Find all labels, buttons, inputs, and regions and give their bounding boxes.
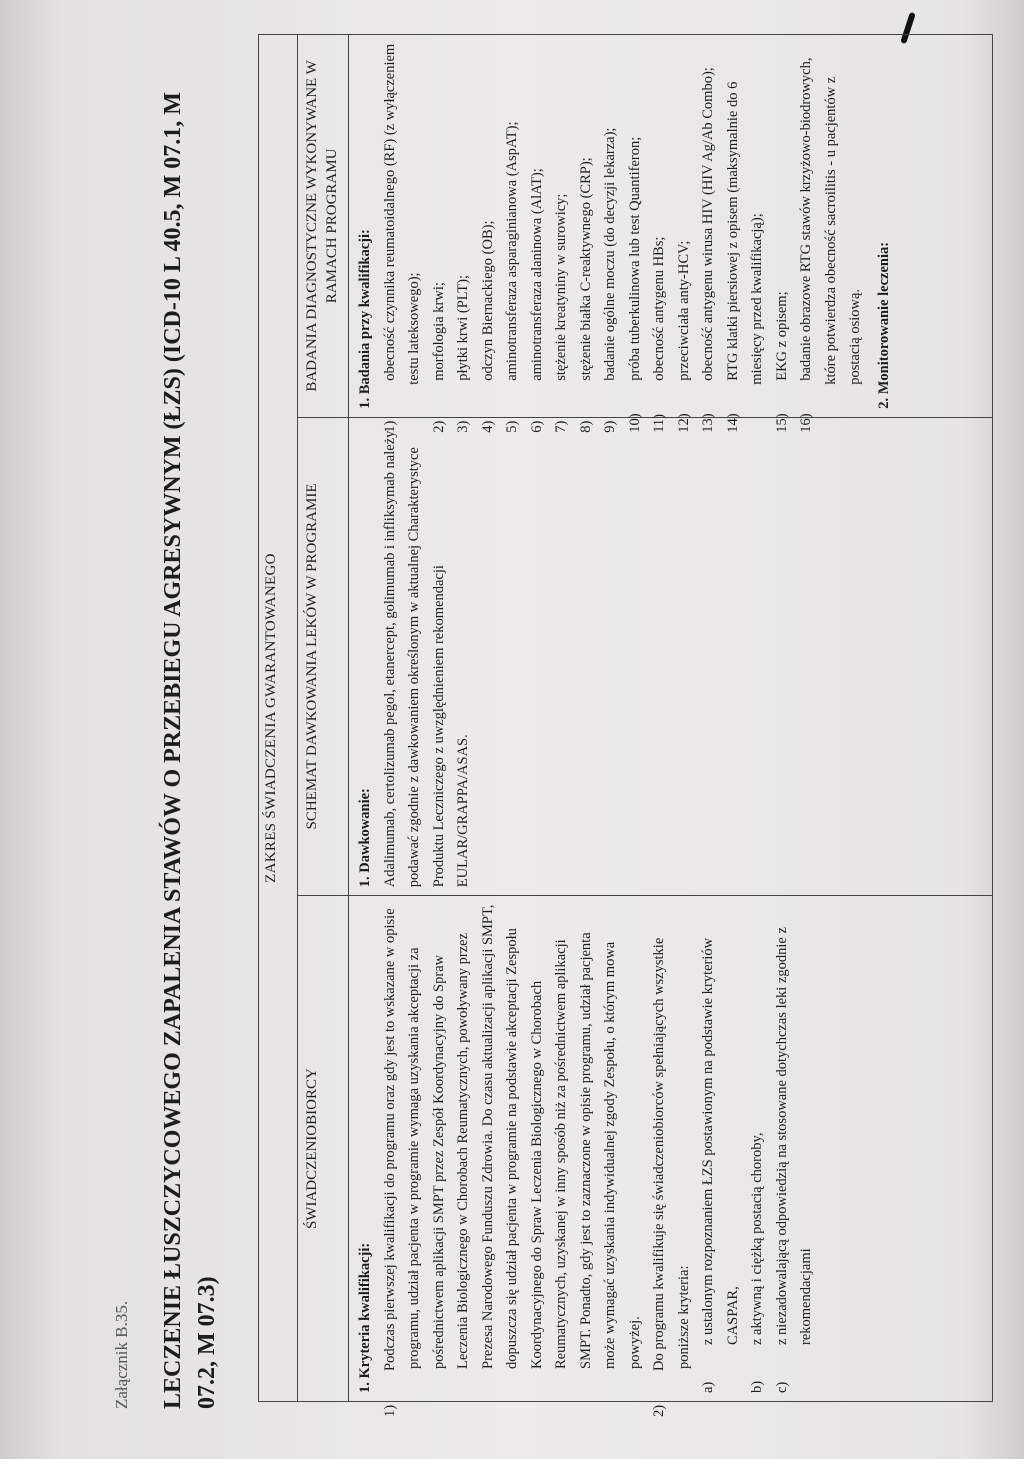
dosing-cell xyxy=(349,417,993,895)
document-title: LECZENIE ŁUSZCZYCOWEGO ZAPALENIA STAWÓW O PRZEBIEGU AGRESYWNYM (ŁZS) (ICD-10 L 40.5, M 07.1, M 07.2, M 07.3) xyxy=(160,92,220,1409)
item-number: 6) xyxy=(528,420,545,433)
diagnostic-item xyxy=(451,43,476,433)
item-number: 14) xyxy=(724,413,741,433)
criteria-sub-b xyxy=(745,904,770,1393)
item-text: morfologia krwi; xyxy=(430,282,447,381)
item-text: obecność antygenu wirusa HIV (HIV Ag/Ab Combo); xyxy=(700,67,716,381)
diagnostic-item xyxy=(549,43,574,433)
dosing-title: 1. Dawkowanie: xyxy=(357,788,373,888)
sub-label: c) xyxy=(773,1381,790,1393)
item-number: 11) xyxy=(651,413,667,433)
item-number: 2) xyxy=(651,1404,667,1417)
criteria-item-2 xyxy=(647,904,696,1417)
diagnostic-item xyxy=(476,43,501,433)
item-text: próba tuberkulinowa lub test Quantiferon; xyxy=(626,136,643,381)
item-text: płytki krwi (PLT); xyxy=(455,274,471,381)
item-text: EKG z opisem; xyxy=(773,291,790,381)
item-text: obecność czynnika reumatoidalnego (RF) (z wyłączeniem testu lateksowego); xyxy=(381,43,422,385)
item-number: 15) xyxy=(773,413,790,433)
item-number: 9) xyxy=(602,420,618,433)
sub-label: b) xyxy=(749,1380,765,1393)
program-table xyxy=(258,34,993,1417)
diagnostic-item xyxy=(574,43,599,433)
item-number: 10) xyxy=(626,413,643,433)
diagnostic-item xyxy=(696,43,721,433)
diagnostic-item xyxy=(672,43,697,433)
item-text: aminotransferaza asparaginianowa (AspAT); xyxy=(504,121,520,381)
criteria-item-1 xyxy=(378,904,648,1417)
diagnostic-item xyxy=(623,43,648,433)
item-number: 2) xyxy=(430,420,447,433)
item-text: Podczas pierwszej kwalifikacji do programu oraz gdy jest to wskazane w opisie programu, udział pacjenta w programie wymaga uzyskania akceptacji za pośrednictwem aplikacji SMPT przez Zespół Koordynacyjny do Spraw Leczenia Biologicznego w Chorobach Reumatycznych, powoływany przez Prezesa Narodowego Funduszu Zdrowia. Do czasu aktualizacji aplikacji SMPT, dopuszcza się udział pacjenta w programie na podstawie akceptacji Zespołu Koordynacyjnego do Spraw Leczenia Biologicznego w Chorobach Reumatycznych, uzyskanej w inny sposób niż za pośrednictwem aplikacji SMPT. Ponadto, gdy jest to zaznaczone w opisie programu, udział pacjenta może wymagać uzyskania indywidualnej zgody Zespołu, o którym mowa powyżej. xyxy=(381,904,643,1371)
column-header-beneficiaries: ŚWIADCZENIOBIORCY xyxy=(298,896,349,1402)
diagnostic-item xyxy=(770,43,795,433)
diagnostic-item xyxy=(598,43,623,433)
dosing-text: Adalimumab, certolizumab pegol, etanercept, golimumab i infliksymab należy podawać zgodnie z dawkowaniem określonym w aktualnej Charakterystyce Produktu Leczniczego z uwzględnieniem rekomendacji EULAR/GRAPPA/ASAS. xyxy=(381,430,471,888)
diagnostic-item xyxy=(525,43,550,433)
item-number: 1) xyxy=(381,1404,398,1417)
item-text: stężenie kreatyniny w surowicy; xyxy=(553,193,569,381)
item-number: 4) xyxy=(479,420,496,433)
beneficiaries-cell xyxy=(349,896,993,1417)
diagnostic-item xyxy=(721,43,770,433)
qualification-tests-title: 1. Badania przy kwalifikacji: xyxy=(357,229,373,409)
item-text: badanie obrazowe RTG stawów krzyżowo-biodrowych, które potwierdza obecność sacroilitis - u pacjentów z postacią osiową. xyxy=(798,57,863,385)
sub-text: z niezadowalającą odpowiedzią na stosowane dotychczas leki zgodnie z rekomendacjami xyxy=(773,927,814,1345)
item-text: RTG klatki piersiowej z opisem (maksymalnie do 6 miesięcy przed kwalifikacją); xyxy=(724,81,765,385)
column-header-dosing: SCHEMAT DAWKOWANIA LEKÓW W PROGRAMIE xyxy=(298,417,349,895)
sub-text: z aktywną i ciężką postacią choroby, xyxy=(749,1132,765,1345)
item-number: 7) xyxy=(553,420,569,433)
diagnostic-item xyxy=(794,43,868,433)
diagnostics-cell xyxy=(349,35,993,433)
range-header: ZAKRES ŚWIADCZENIA GWARANTOWANEGO xyxy=(259,35,298,1402)
diagnostic-item xyxy=(378,43,427,433)
sub-text: z ustalonym rozpoznaniem ŁZS postawionym na podstawie kryteriów CASPAR, xyxy=(700,937,741,1345)
item-number: 12) xyxy=(675,413,692,433)
item-text: stężenie białka C-reaktywnego (CRP); xyxy=(577,157,594,381)
item-text: obecność antygenu HBs; xyxy=(651,236,667,381)
item-text: badanie ogólne moczu (do decyzji lekarza); xyxy=(602,127,618,381)
diagnostic-item xyxy=(427,43,452,433)
item-text: Do programu kwalifikuje się świadczeniobiorców spełniających wszystkie poniższe kryteria: xyxy=(651,937,692,1371)
qualification-tests-list xyxy=(378,43,868,433)
monitoring-title: 2. Monitorowanie leczenia: xyxy=(875,241,892,409)
item-text: przeciwciała anty-HCV; xyxy=(675,240,692,381)
criteria-sub-c xyxy=(770,904,819,1393)
item-text: aminotransferaza alaninowa (AlAT); xyxy=(528,168,545,381)
item-number: 5) xyxy=(504,420,520,433)
criteria-sub-a xyxy=(696,904,745,1393)
item-number: 16) xyxy=(798,413,814,433)
qualification-criteria-title: 1. Kryteria kwalifikacji: xyxy=(357,1242,373,1393)
item-text: odczyn Biernackiego (OB); xyxy=(479,220,496,381)
item-number: 13) xyxy=(700,413,716,433)
diagnostic-item xyxy=(500,43,525,433)
column-header-diagnostics: BADANIA DIAGNOSTYCZNE WYKONYWANE W RAMACH PROGRAMU xyxy=(298,35,349,418)
item-number: 3) xyxy=(455,420,471,433)
attachment-label: Załącznik B.35. xyxy=(112,1300,131,1409)
diagnostic-item xyxy=(647,43,672,433)
item-number: 1) xyxy=(381,420,398,433)
item-number: 8) xyxy=(577,420,594,433)
sub-label: a) xyxy=(700,1381,716,1393)
